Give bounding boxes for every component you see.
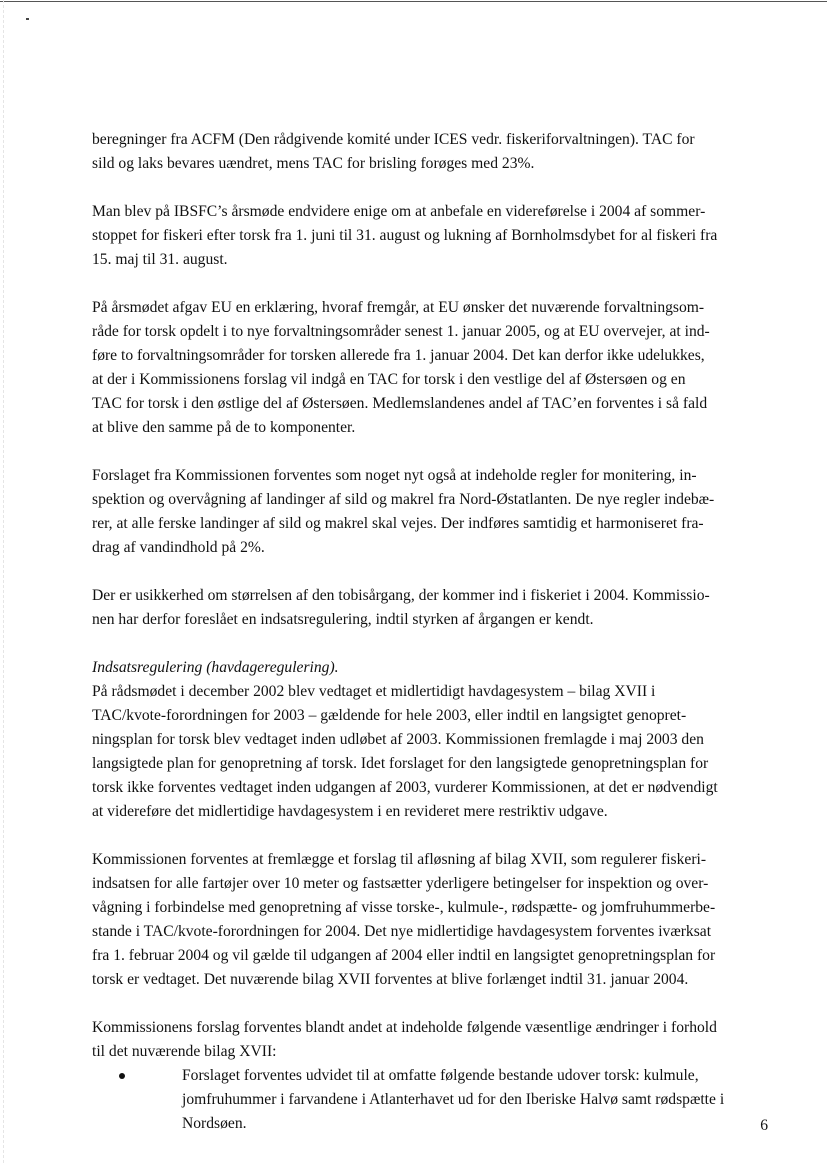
- section-indsatsregulering: [92, 656, 780, 824]
- text-line: at der i Kommissionens forslag vil indgå en TAC for torsk i den vestlige del af Østersøen og en: [92, 371, 686, 388]
- text-line: På rådsmødet i december 2002 blev vedtaget et midlertidigt havdagesystem – bilag XVII i: [92, 683, 656, 700]
- paragraph: [92, 296, 780, 440]
- scan-left-edge: [3, 0, 4, 1163]
- paragraph: [92, 200, 780, 272]
- text-line: stoppet for fiskeri efter torsk fra 1. juni til 31. august og lukning af Bornholmsdybet for al fiskeri fra: [92, 227, 718, 244]
- text-line: 15. maj til 31. august.: [92, 251, 228, 268]
- text-line: torsk er vedtaget. Det nuværende bilag XVII forventes at blive forlænget indtil 31. januar 2004.: [92, 971, 689, 988]
- text-line: råde for torsk opdelt i to nye forvaltningsområder senest 1. januar 2005, og at EU overvejer, at ind-: [92, 323, 710, 340]
- text-line: Forslaget fra Kommissionen forventes som noget nyt også at indeholde regler for monitering, in-: [92, 467, 697, 484]
- text-line: Der er usikkerhed om størrelsen af den tobisårgang, der kommer ind i fiskeriet i 2004. Kommissio-: [92, 587, 710, 604]
- text-line: drag af vandindhold på 2%.: [92, 539, 265, 556]
- text-line: Man blev på IBSFC’s årsmøde endvidere enige om at anbefale en videreførelse i 2004 af sommer-: [92, 203, 706, 220]
- paragraph: [92, 584, 780, 632]
- text-line: til det nuværende bilag XVII:: [92, 1043, 277, 1060]
- text-line: føre to forvaltningsområder for torsken allerede fra 1. januar 2004. Det kan derfor ikke udelukkes,: [92, 347, 705, 364]
- text-line: fra 1. februar 2004 og vil gælde til udgangen af 2004 eller indtil en langsigtet genopretningsplan for: [92, 947, 716, 964]
- text-line: spektion og overvågning af landinger af sild og makrel fra Nord-Østatlanten. De nye regler indebæ-: [92, 491, 715, 508]
- text-line: sild og laks bevares uændret, mens TAC for brisling forøges med 23%.: [92, 155, 535, 172]
- section-heading: Indsatsregulering (havdageregulering).: [92, 659, 339, 676]
- bullet-list-item: [92, 1064, 780, 1136]
- text-line: Kommissionen forventes at fremlægge et forslag til afløsning af bilag XVII, som regulerer fiskeri-: [92, 851, 707, 868]
- paragraph: [92, 848, 780, 992]
- text-line: På årsmødet afgav EU en erklæring, hvoraf fremgår, at EU ønsker det nuværende forvaltningsom-: [92, 299, 705, 316]
- text-line: Kommissionens forslag forventes blandt andet at indeholde følgende væsentlige ændringer i forhold: [92, 1019, 717, 1036]
- text-line: at blive den samme på de to komponenter.: [92, 419, 356, 436]
- text-line: vågning i forbindelse med genopretning af visse torske-, kulmule-, rødspætte- og jomfruhummerbe-: [92, 899, 716, 916]
- scan-mark: [26, 18, 29, 20]
- text-line: langsigtede plan for genopretning af torsk. Idet forslaget for den langsigtede genopretningsplan for: [92, 755, 709, 772]
- paragraph: [92, 464, 780, 560]
- bullet-icon: [119, 1073, 125, 1079]
- page-number: 6: [760, 1117, 768, 1134]
- text-line: Nordsøen.: [182, 1115, 247, 1132]
- top-border-line: [0, 1, 827, 2]
- paragraph: [92, 1016, 780, 1064]
- text-line: at videreføre det midlertidige havdagesystem i en revideret mere restriktiv udgave.: [92, 803, 608, 820]
- text-line: torsk ikke forventes vedtaget inden udgangen af 2003, vurderer Kommissionen, at det er nødvendigt: [92, 779, 718, 796]
- paragraph: [92, 128, 780, 176]
- text-line: stande i TAC/kvote-forordningen for 2004. Det nye midlertidige havdagesystem forventes iværksat: [92, 923, 712, 940]
- text-line: indsatsen for alle fartøjer over 10 meter og fastsætter yderligere betingelser for inspektion og over-: [92, 875, 709, 892]
- document-body: [92, 128, 780, 1136]
- text-line: nen har derfor foreslået en indsatsregulering, indtil styrken af årgangen er kendt.: [92, 611, 594, 628]
- text-line: ningsplan for torsk blev vedtaget inden udløbet af 2003. Kommissionen fremlagde i maj 2003 den: [92, 731, 704, 748]
- text-line: TAC for torsk i den østlige del af Østersøen. Medlemslandenes andel af TAC’en forventes i så fald: [92, 395, 708, 412]
- text-line: rer, at alle ferske landinger af sild og makrel skal vejes. Der indføres samtidig et harmoniseret fra-: [92, 515, 704, 532]
- text-line: jomfruhummer i farvandene i Atlanterhavet ud for den Iberiske Halvø samt rødspætte i: [182, 1091, 725, 1108]
- text-line: beregninger fra ACFM (Den rådgivende komité under ICES vedr. fiskeriforvaltningen). TAC for: [92, 131, 695, 148]
- text-line: Forslaget forventes udvidet til at omfatte følgende bestande udover torsk: kulmule,: [182, 1067, 699, 1084]
- text-line: TAC/kvote-forordningen for 2003 – gældende for hele 2003, eller indtil en langsigtet genopret-: [92, 707, 687, 724]
